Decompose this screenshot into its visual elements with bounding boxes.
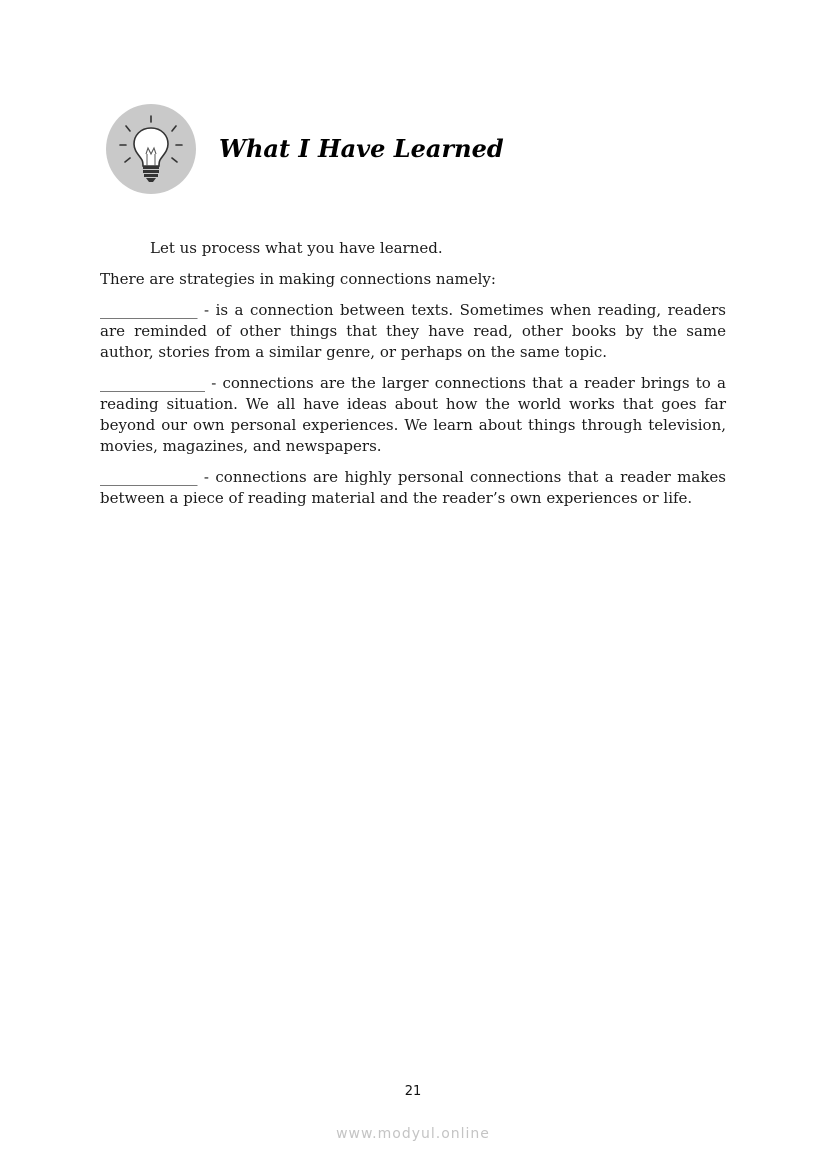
list-item <box>100 300 726 363</box>
list-item <box>100 467 726 509</box>
item-text: - connections are highly personal connections that a reader makes between a piece of reading material and the reader’s own experiences or life. <box>100 468 726 507</box>
list-item <box>100 373 726 457</box>
answer-blank: _____________ <box>100 468 198 486</box>
intro-paragraph: Let us process what you have learned. <box>150 239 443 257</box>
answer-blank: ______________ <box>100 374 205 392</box>
lesson-content <box>100 238 726 519</box>
answer-blank: _____________ <box>100 301 198 319</box>
lightbulb-icon <box>106 104 196 194</box>
item-text: - connections are the larger connections that a reader brings to a reading situation. We all have ideas about how the world works that goes far beyond our own personal experiences. We learn about things through television, movies, magazines, and newspapers. <box>100 374 726 455</box>
item-text: - is a connection between texts. Sometimes when reading, readers are reminded of other things that they have read, other books by the same author, stories from a similar genre, or perhaps on the same topic. <box>100 301 726 361</box>
section-title: What I Have Learned <box>219 134 504 163</box>
watermark: www.modyul.online <box>336 1126 490 1142</box>
page-number: 21 <box>404 1084 422 1099</box>
lead-paragraph: There are strategies in making connections namely: <box>100 270 496 288</box>
